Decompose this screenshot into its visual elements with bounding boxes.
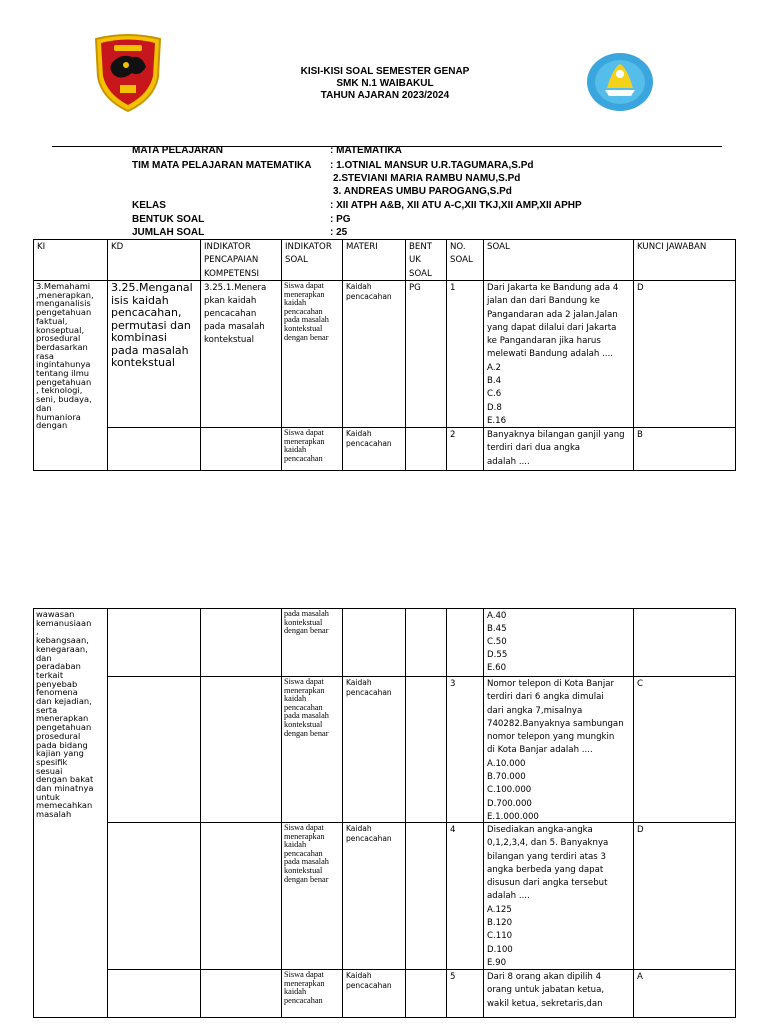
ipk-cell-empty xyxy=(200,608,282,677)
school-crest-logo xyxy=(92,33,164,113)
ipk-cell: 3.25.1.Menera pkan kaidah pencacahan pada masalah kontekstual xyxy=(200,280,282,428)
no-soal-cell: 3 xyxy=(446,676,484,823)
bentuk-cell: PG xyxy=(405,280,447,428)
title-line-3: TAHUN AJARAN 2023/2024 xyxy=(320,90,450,101)
tut-wuri-logo xyxy=(585,52,655,112)
ipk-cell-empty xyxy=(200,676,282,823)
bentuk-cell-empty xyxy=(405,822,447,970)
bentuk-label: BENTUK SOAL xyxy=(132,214,205,225)
bentuk-value: : PG xyxy=(330,214,351,225)
jumlah-label: JUMLAH SOAL xyxy=(132,227,205,238)
mapel-value: : MATEMATIKA xyxy=(330,145,402,156)
kd-cell-empty xyxy=(107,608,201,677)
kunci-cell: D xyxy=(633,280,736,428)
indikator-soal-cell: Siswa dapat menerapkan kaidah pencacahan pada masalah kontekstual dengan benar xyxy=(281,280,343,428)
mapel-label: MATA PELAJARAN xyxy=(132,145,223,156)
no-soal-cell: 4 xyxy=(446,822,484,970)
indikator-soal-cell: Siswa dapat menerapkan kaidah pencacahan pada masalah kontekstual dengan benar xyxy=(281,822,343,970)
materi-cell: Kaidah pencacahan xyxy=(342,822,406,970)
ki-cell: 3.Memahami ,menerapkan, menganalisis pengetahuan faktual, konseptual, prosedural berdasarkan rasa ingintahunya tentang ilmu pengetahuan , teknologi, seni, budaya, dan humaniora dengan xyxy=(33,280,108,471)
soal-cell: Disediakan angka-angka 0,1,2,3,4, dan 5. Banyaknya bilangan yang terdiri atas 3 angka berbeda yang dapat disusun dari angka tersebut adalah .... A.125 B.120 C.110 D.100 E.90 xyxy=(483,822,634,970)
document-title xyxy=(240,66,530,102)
kunci-cell: D xyxy=(633,822,736,970)
indikator-soal-cell: Siswa dapat menerapkan kaidah pencacahan pada masalah kontekstual dengan benar xyxy=(281,676,343,823)
bentuk-cell-empty xyxy=(405,608,447,677)
indikator-soal-cell: pada masalah kontekstual dengan benar xyxy=(281,608,343,677)
header-kunci-jawaban: KUNCI JAWABAN xyxy=(633,239,736,281)
tim-value-2: 2.STEVIANI MARIA RAMBU NAMU,S.Pd xyxy=(333,173,521,184)
soal-cell: Dari 8 orang akan dipilih 4 orang untuk jabatan ketua, wakil ketua, sekretaris,dan xyxy=(483,969,634,1018)
header-materi: MATERI xyxy=(342,239,406,281)
bentuk-cell-empty xyxy=(405,969,447,1018)
indikator-soal-cell: Siswa dapat menerapkan kaidah pencacahan xyxy=(281,427,343,471)
ipk-cell-empty xyxy=(200,969,282,1018)
kunci-cell: B xyxy=(633,427,736,471)
kd-cell: 3.25.Menganal isis kaidah pencacahan, permutasi dan kombinasi pada masalah kontekstual xyxy=(107,280,201,428)
header-bentuk-soal: BENT UK SOAL xyxy=(405,239,447,281)
kunci-cell: A xyxy=(633,969,736,1018)
materi-cell: Kaidah pencacahan xyxy=(342,676,406,823)
no-soal-cell: 5 xyxy=(446,969,484,1018)
tim-label: TIM MATA PELAJARAN MATEMATIKA xyxy=(132,160,312,171)
no-soal-cell: 1 xyxy=(446,280,484,428)
title-line-1: KISI-KISI SOAL SEMESTER GENAP xyxy=(300,66,470,77)
tim-value-3: 3. ANDREAS UMBU PAROGANG,S.Pd xyxy=(333,186,512,197)
tut-wuri-handayani-icon xyxy=(585,52,655,112)
kelas-value: : XII ATPH A&B, XII ATU A-C,XII TKJ,XII AMP,XII APHP xyxy=(330,200,582,211)
header-ki: KI xyxy=(33,239,108,281)
indikator-soal-cell: Siswa dapat menerapkan kaidah pencacahan xyxy=(281,969,343,1018)
kd-cell-empty xyxy=(107,427,201,471)
ki-cell: wawasan kemanusiaan , kebangsaan, kenegaraan, dan peradaban terkait penyebab fenomena dan kejadian, serta menerapkan pengetahuan prosedural pada bidang kajian yang spesifik sesuai dengan bakat dan minatnya untuk memecahkan masalah xyxy=(33,608,108,1018)
kd-cell-empty xyxy=(107,822,201,970)
soal-cell: Dari Jakarta ke Bandung ada 4 jalan dan dari Bandung ke Pangandaran ada 2 jalan.Jalan yang dapat dilalui dari Jakarta ke Pangandaran jika harus melewati Bandung adalah .... A.2 B.4 C.6 D.8 E.16 xyxy=(483,280,634,428)
header-indikator-kompetensi: INDIKATOR PENCAPAIAN KOMPETENSI xyxy=(200,239,282,281)
kd-cell-empty xyxy=(107,969,201,1018)
tim-value-1: : 1.OTNIAL MANSUR U.R.TAGUMARA,S.Pd xyxy=(330,160,534,171)
header-indikator-soal: INDIKATOR SOAL xyxy=(281,239,343,281)
header-kd: KD xyxy=(107,239,201,281)
soal-options-cell: A.40 B.45 C.50 D.55 E.60 xyxy=(483,608,634,677)
kelas-label: KELAS xyxy=(132,200,166,211)
kd-cell-empty xyxy=(107,676,201,823)
no-soal-cell: 2 xyxy=(446,427,484,471)
header-soal: SOAL xyxy=(483,239,634,281)
ipk-cell-empty xyxy=(200,822,282,970)
soal-cell: Nomor telepon di Kota Banjar terdiri dari 6 angka dimulai dari angka 7,misalnya 740282.Banyaknya sambungan nomor telepon yang mungkin di Kota Banjar adalah .... A.10.000 B.70.000 C.100.000 D.700.000 E.1.000.000 xyxy=(483,676,634,823)
kunci-cell: C xyxy=(633,676,736,823)
soal-cell: Banyaknya bilangan ganjil yang terdiri dari dua angka adalah .... xyxy=(483,427,634,471)
school-crest-icon xyxy=(92,33,164,113)
materi-cell: Kaidah pencacahan xyxy=(342,427,406,471)
bentuk-cell-empty xyxy=(405,676,447,823)
ipk-cell-empty xyxy=(200,427,282,471)
kunci-cell-empty xyxy=(633,608,736,677)
materi-cell: Kaidah pencacahan xyxy=(342,280,406,428)
header-no-soal: NO. SOAL xyxy=(446,239,484,281)
materi-cell-empty xyxy=(342,608,406,677)
jumlah-value: : 25 xyxy=(330,227,348,238)
materi-cell: Kaidah pencacahan xyxy=(342,969,406,1018)
bentuk-cell-empty xyxy=(405,427,447,471)
title-line-2: SMK N.1 WAIBAKUL xyxy=(336,78,434,89)
no-soal-cell-empty xyxy=(446,608,484,677)
